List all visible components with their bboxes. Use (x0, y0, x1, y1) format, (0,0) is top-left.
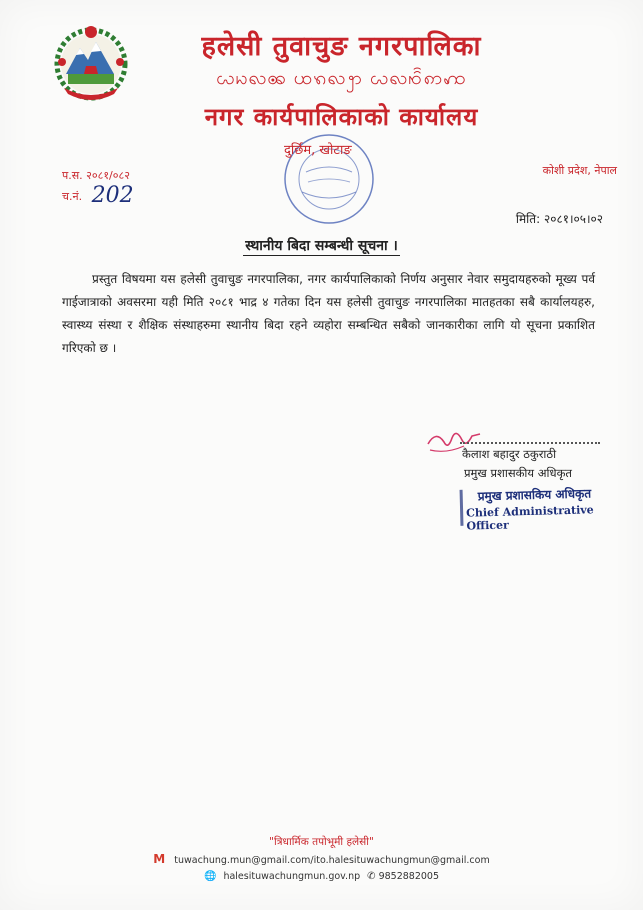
municipality-title-script: ꩬꩢꩮꩩ ꩤꩫꩮꩭ ꩬꩮꩯꩰꩱꩲ (216, 67, 467, 89)
office-title: नगर कार्यपालिकाको कार्यालय (204, 103, 479, 131)
phone-icon: ✆ (367, 871, 376, 882)
footer-phone[interactable]: 9852882005 (378, 871, 440, 882)
municipality-title: हलेसी तुवाचुङ नगरपालिका (201, 31, 482, 62)
dispatch-number: 202 (91, 183, 134, 208)
footer-motto: "त्रिधार्मिक तपोभूमी हलेसी" (269, 836, 374, 848)
letter-footer (0, 834, 643, 884)
gmail-icon: M (153, 852, 166, 866)
reference-block (62, 167, 134, 208)
signatory-designation: प्रमुख प्रशासकीय अधिकृत (464, 466, 572, 480)
designation-stamp (460, 484, 601, 533)
letter-date: मिति: २०८१।०५।०२ (515, 212, 603, 226)
footer-emails[interactable]: tuwachung.mun@gmail.com/ito.halesituwachungmun@gmail.com (174, 855, 490, 866)
body-text: प्रस्तुत विषयमा यस हलेसी तुवाचुङ नगरपालिका, नगर कार्यपालिकाको निर्णय अनुसार नेवार समुदायहरुको मूख्य पर्व गाईजात्राको अवसरमा यही मिति २०८१ भाद्र ४ गतेका दिन यस हलेसी तुवाचुङ नगरपालिका मातहतका सबै कार्यालयहरु, स्वास्थ्य संस्था र शैक्षिक संस्थाहरुमा स्थानीय बिदा रहने व्यहोरा सम्बन्धित सबैको जानकारीका लागि यो सूचना प्रकाशित गरिएको छ । (62, 272, 595, 355)
stamp-english: Chief Administrative Officer (465, 503, 594, 533)
globe-icon: 🌐 (203, 871, 217, 882)
district-line: दुर्छिम, खोटाङ (284, 143, 352, 158)
stamp-nepali: प्रमुख प्रशासकिय अधिकृत (477, 486, 592, 504)
body-paragraph (62, 268, 595, 360)
subject-line (0, 236, 643, 255)
dispatch-label: च.नं. (62, 190, 83, 203)
province-line: कोशी प्रदेश, नेपाल (542, 164, 617, 177)
signature-line (460, 442, 600, 444)
signatory-name: कैलाश बहादुर ठकुराठी (462, 447, 557, 461)
subject-text: स्थानीय बिदा सम्बन्धी सूचना । (245, 238, 398, 254)
fiscal-year: प.स. २०८१/०८२ (62, 169, 130, 182)
footer-website[interactable]: halesituwachungmun.gov.np (223, 871, 361, 882)
email-row (0, 852, 643, 867)
dispatch-row (62, 183, 134, 208)
web-phone-row (0, 869, 643, 884)
